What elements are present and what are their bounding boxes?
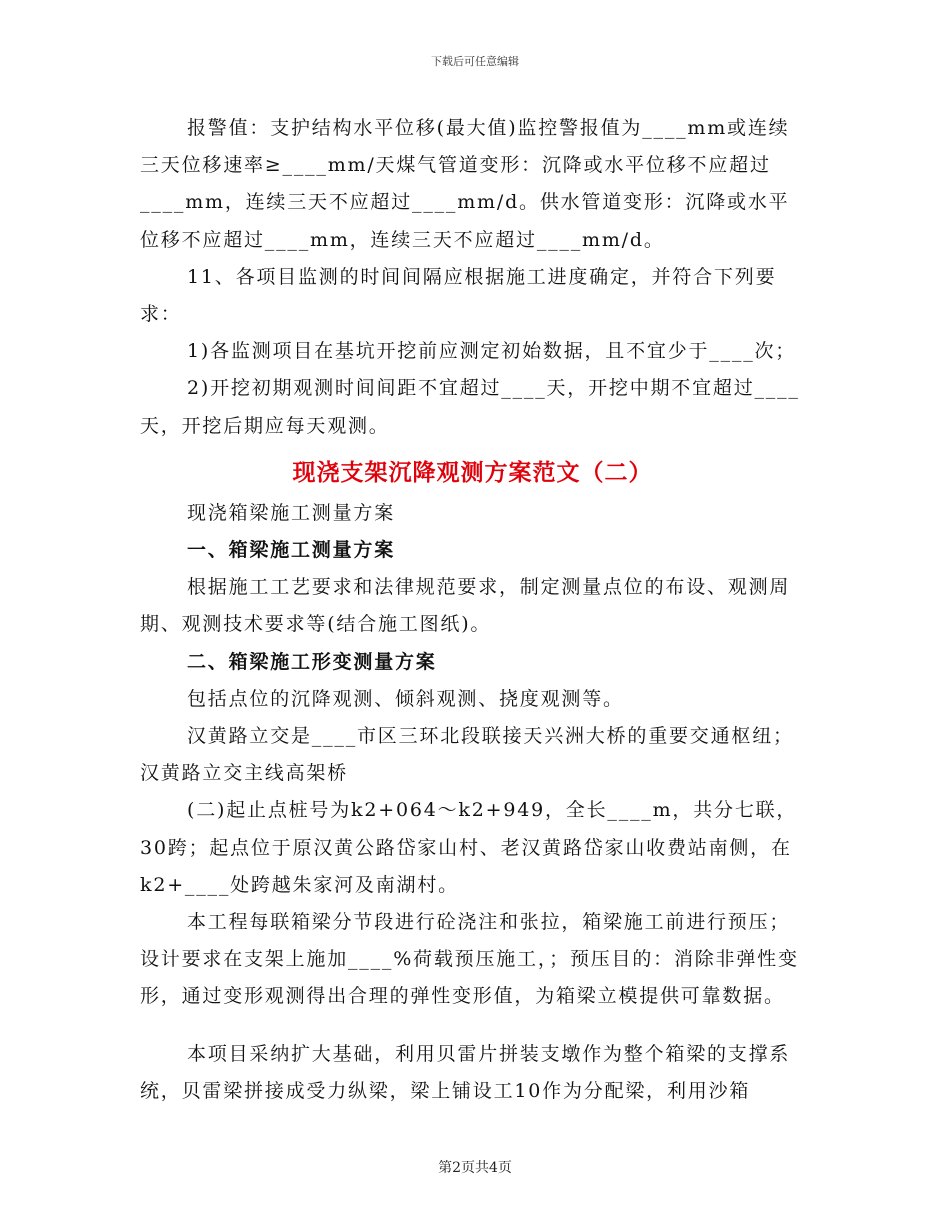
list-item-1: 1)各监测项目在基坑开挖前应测定初始数据，且不宜少于____次；: [187, 340, 797, 363]
preload-paragraph: 本工程每联箱梁分节段进行砼浇注和张拉，箱梁施工前进行预压；设计要求在支架上施加____%荷载预压施工，；预压目的：消除非弹性变形，通过变形观测得出合理的弹性变形值，为箱梁立模提供可靠数据。: [140, 911, 799, 1008]
interchange-paragraph: 汉黄路立交是____市区三环北段联接天兴洲大桥的重要交通枢纽；汉黄路立交主线高架桥: [140, 725, 794, 785]
heading-two-body: 包括点位的沉降观测、倾斜观测、挠度观测等。: [187, 687, 624, 710]
alarm-value-paragraph: 报警值：支护结构水平位移(最大值)监控警报值为____mm或连续三天位移速率≥____mm/天煤气管道变形：沉降或水平位移不应超过____mm，连续三天不应超过____mm/d。供水管道变形：沉降或水平位移不应超过____mm，连续三天不应超过____mm/d。: [140, 117, 790, 251]
monitoring-interval-paragraph: 11、各项目监测的时间间隔应根据施工进度确定，并符合下列要求：: [140, 265, 777, 326]
page-footer: 第2页共4页: [438, 1160, 512, 1176]
plan-subtitle: 现浇箱梁施工测量方案: [187, 501, 396, 524]
heading-one-body: 根据施工工艺要求和法律规范要求，制定测量点位的布设、观测周期、观测技术要求等(结合施工图纸)。: [140, 576, 791, 636]
foundation-paragraph: 本项目采纳扩大基础，利用贝雷片拼装支墩作为整个箱梁的支撑系统，贝雷梁拼接成受力纵梁，梁上铺设工10作为分配梁，利用沙箱: [140, 1042, 791, 1102]
heading-one: 一、箱梁施工测量方案: [187, 539, 396, 562]
heading-two: 二、箱梁施工形变测量方案: [187, 650, 437, 673]
list-item-2: 2)开挖初期观测时间间距不宜超过____天，开挖中期不宜超过____天，开挖后期应每天观测。: [140, 377, 800, 437]
section-title: 现浇支架沉降观测方案范文（二）: [292, 459, 653, 486]
station-range-paragraph: (二)起止点桩号为k2+064～k2+949，全长____m，共分七联，30跨；起点位于原汉黄公路岱家山村、老汉黄路岱家山收费站南侧，在k2+____处跨越朱家河及南湖村。: [140, 799, 798, 896]
document-body: [140, 110, 805, 1110]
page-header: 下载后可任意编辑: [431, 55, 519, 68]
